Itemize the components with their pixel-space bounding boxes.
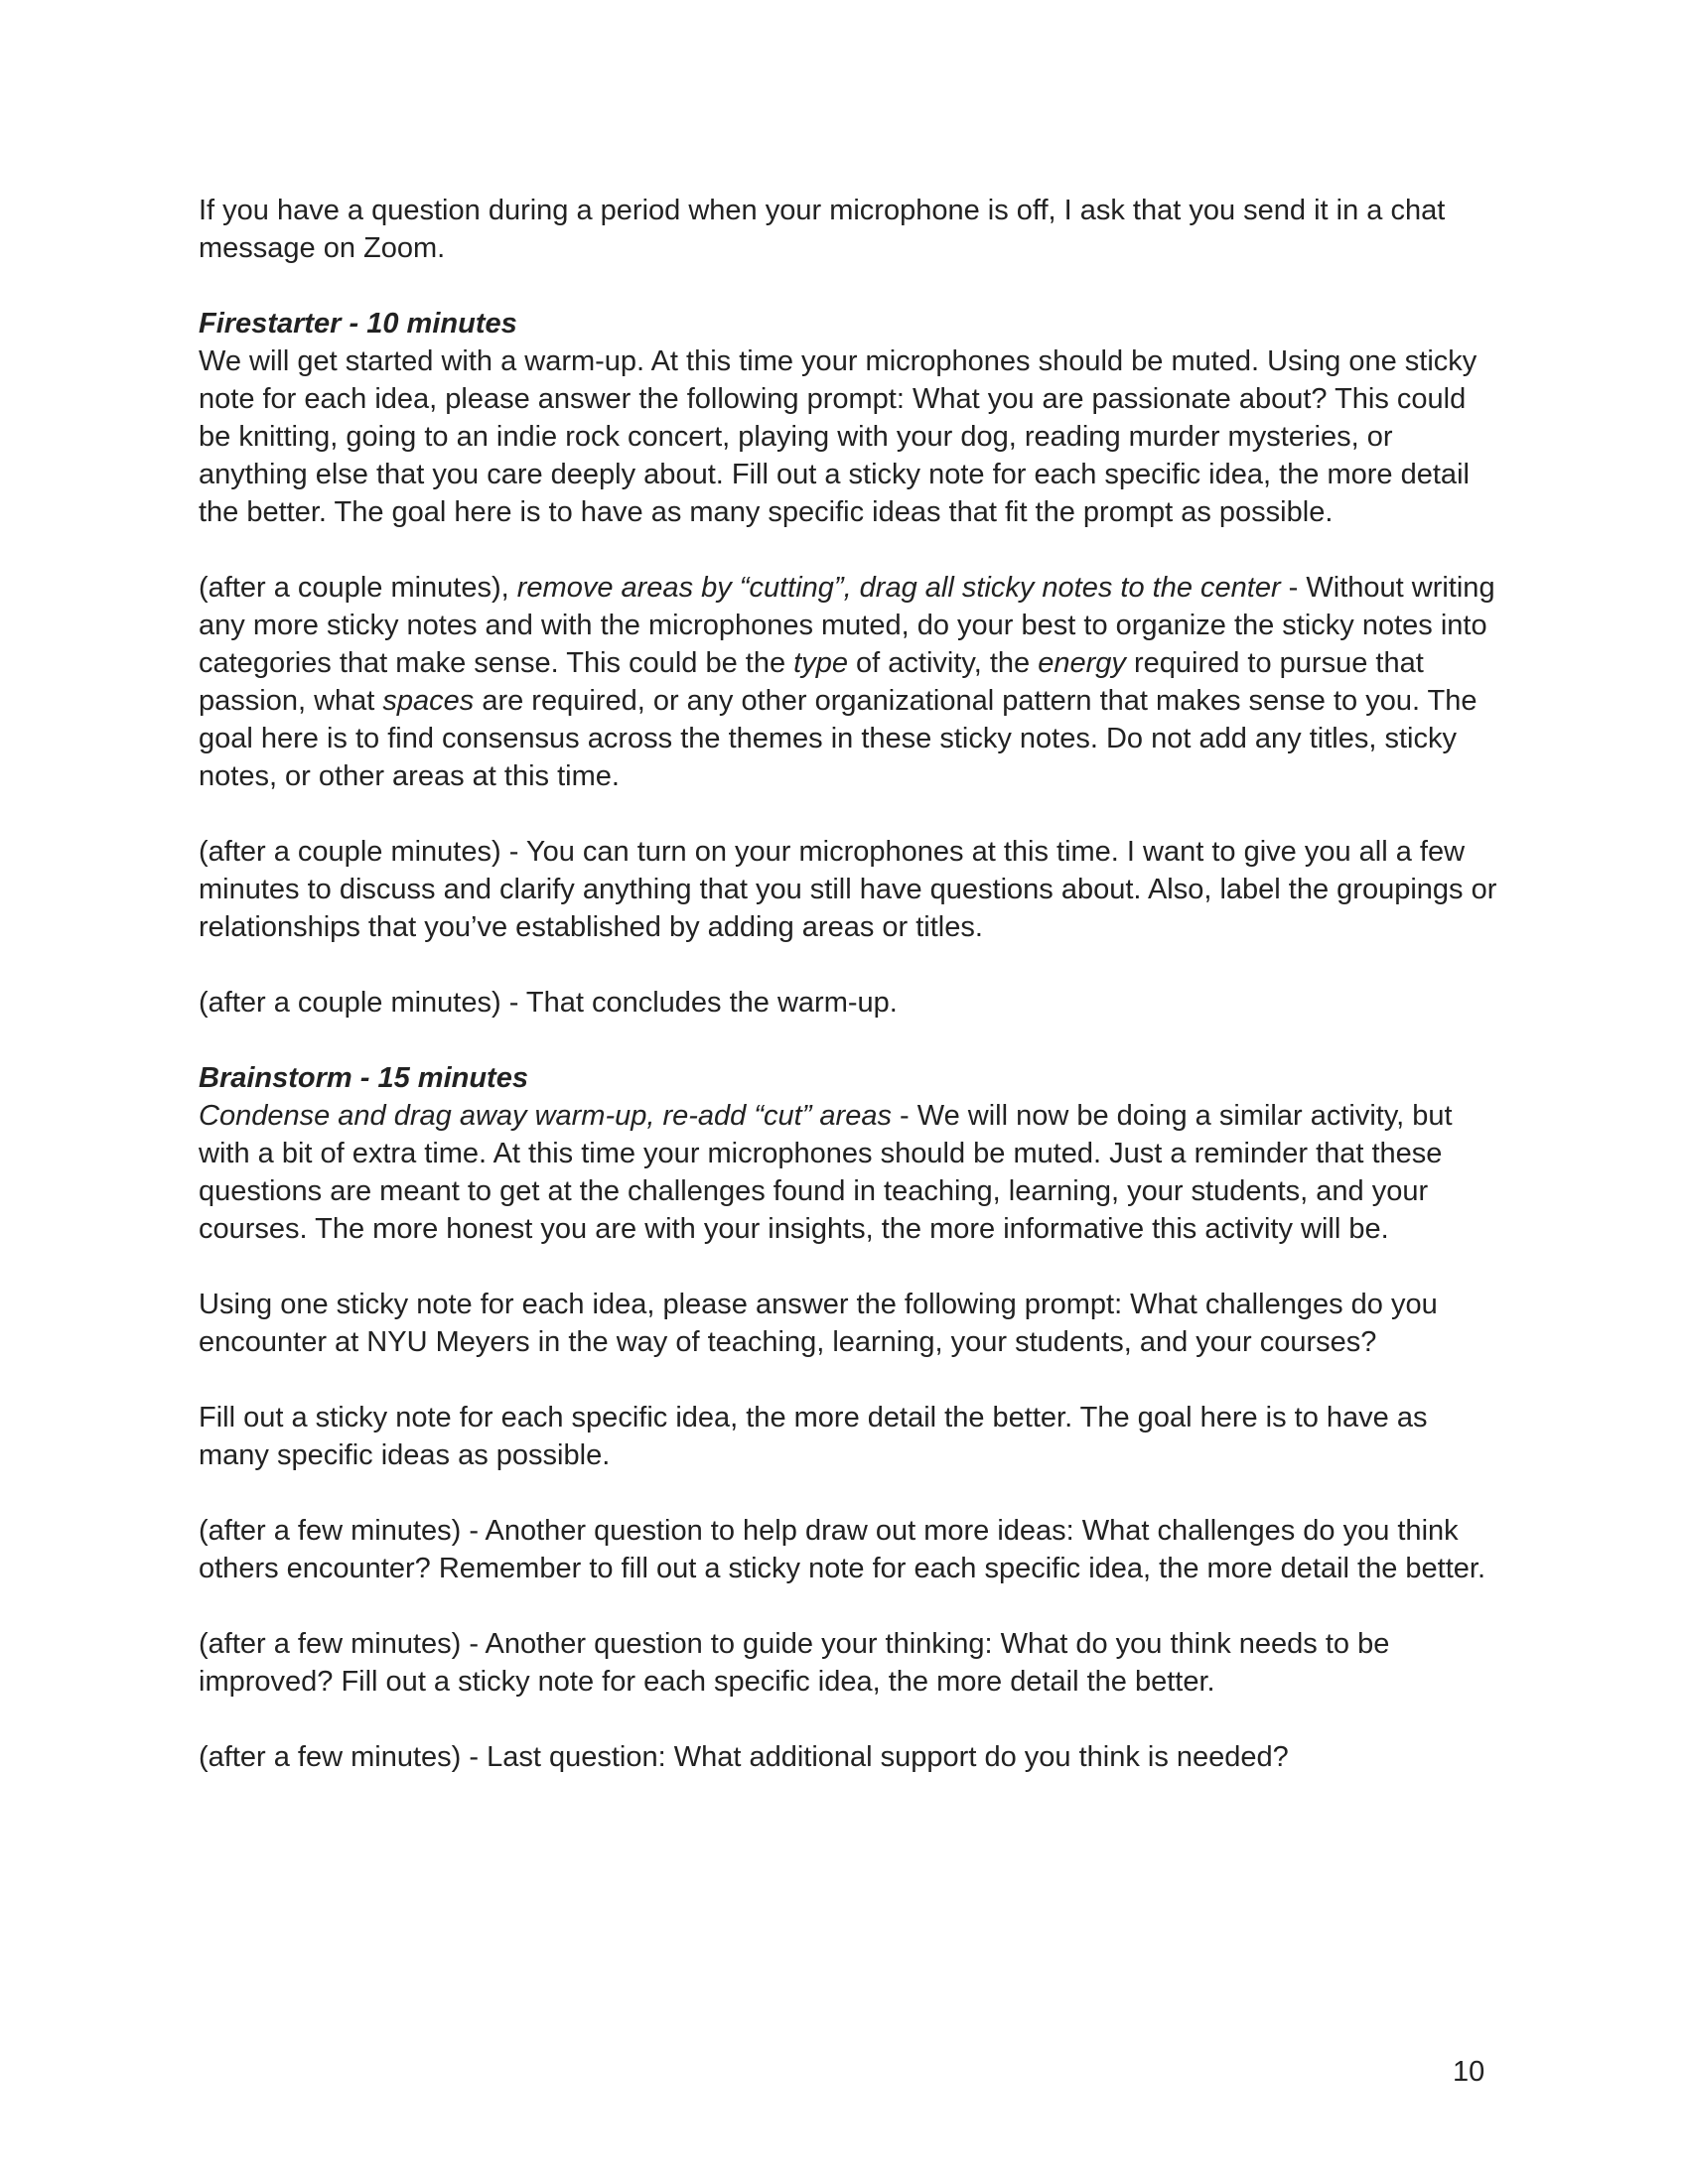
paragraph-improvements: (after a few minutes) - Another question to guide your thinking: What do you think needs to be improved? Fill out a sticky note for each specific idea, the more detail the better.: [199, 1628, 1390, 1698]
paragraph-others-challenges: (after a few minutes) - Another question to help draw out more ideas: What challenges do you think others encounter? Remember to fill out a sticky note for each specific idea, the more detail the better.: [199, 1515, 1486, 1584]
paragraph-fill-notes: Fill out a sticky note for each specific idea, the more detail the better. The goal here is to have as many specific ideas as possible.: [199, 1402, 1428, 1471]
paragraph-discuss: (after a couple minutes) - You can turn on your microphones at this time. I want to give you all a few minutes to discuss and clarify anything that you still have questions about. Also, label the groupings or relationships that you’ve established by adding areas or titles.: [199, 836, 1497, 943]
firestarter-section: [199, 305, 1499, 531]
brainstorm-instruction-italic: Condense and drag away warm-up, re-add “cut” areas: [199, 1100, 892, 1132]
page-number: 10: [1453, 2056, 1485, 2088]
organize-text-e: of activity, the: [847, 647, 1039, 679]
organize-text-a: (after a couple minutes),: [199, 572, 517, 604]
document-body: [199, 192, 1499, 1814]
firestarter-heading: Firestarter - 10 minutes: [199, 308, 517, 340]
organize-spaces-italic: spaces: [382, 685, 475, 717]
organize-energy-italic: energy: [1038, 647, 1126, 679]
paragraph-challenges-prompt: Using one sticky note for each idea, please answer the following prompt: What challenges do you encounter at NYU Meyers in the way of teaching, learning, your students, and your courses?: [199, 1289, 1438, 1358]
paragraph-warmup-conclude: (after a couple minutes) - That concludes the warm-up.: [199, 987, 898, 1019]
paragraph-zoom-chat: If you have a question during a period when your microphone is off, I ask that you send it in a chat message on Zoom.: [199, 195, 1446, 264]
organize-text-g: required to pursue that passion, what: [199, 647, 1424, 717]
brainstorm-section: [199, 1059, 1499, 1248]
organize-instruction-italic: remove areas by “cutting”, drag all sticky notes to the center: [516, 572, 1281, 604]
organize-text-i: are required, or any other organizational pattern that makes sense to you. The goal here is to find consensus across the themes in these sticky notes. Do not add any titles, sticky notes, or other areas at this time.: [199, 685, 1477, 792]
brainstorm-intro-text: - We will now be doing a similar activity, but with a bit of extra time. At this time your microphones should be muted. Just a reminder that these questions are meant to get at the challenges found in teaching, learning, your students, and your courses. The more honest you are with your insights, the more informative this activity will be.: [199, 1100, 1453, 1245]
organize-type-italic: type: [793, 647, 848, 679]
paragraph-organize-notes: [199, 569, 1499, 795]
organize-text-c: - Without writing any more sticky notes and with the microphones muted, do your best to organize the sticky notes into categories that make sense. This could be the: [199, 572, 1495, 679]
brainstorm-heading: Brainstorm - 15 minutes: [199, 1062, 528, 1094]
paragraph-support-needed: (after a few minutes) - Last question: What additional support do you think is needed?: [199, 1741, 1289, 1773]
firestarter-intro-text: We will get started with a warm-up. At this time your microphones should be muted. Using one sticky note for each idea, please answer the following prompt: What you are passionate about? This could be knitting, going to an indie rock concert, playing with your dog, reading murder mysteries, or anything else that you care deeply about. Fill out a sticky note for each specific idea, the more detail the better. The goal here is to have as many specific ideas that fit the prompt as possible.: [199, 345, 1477, 528]
